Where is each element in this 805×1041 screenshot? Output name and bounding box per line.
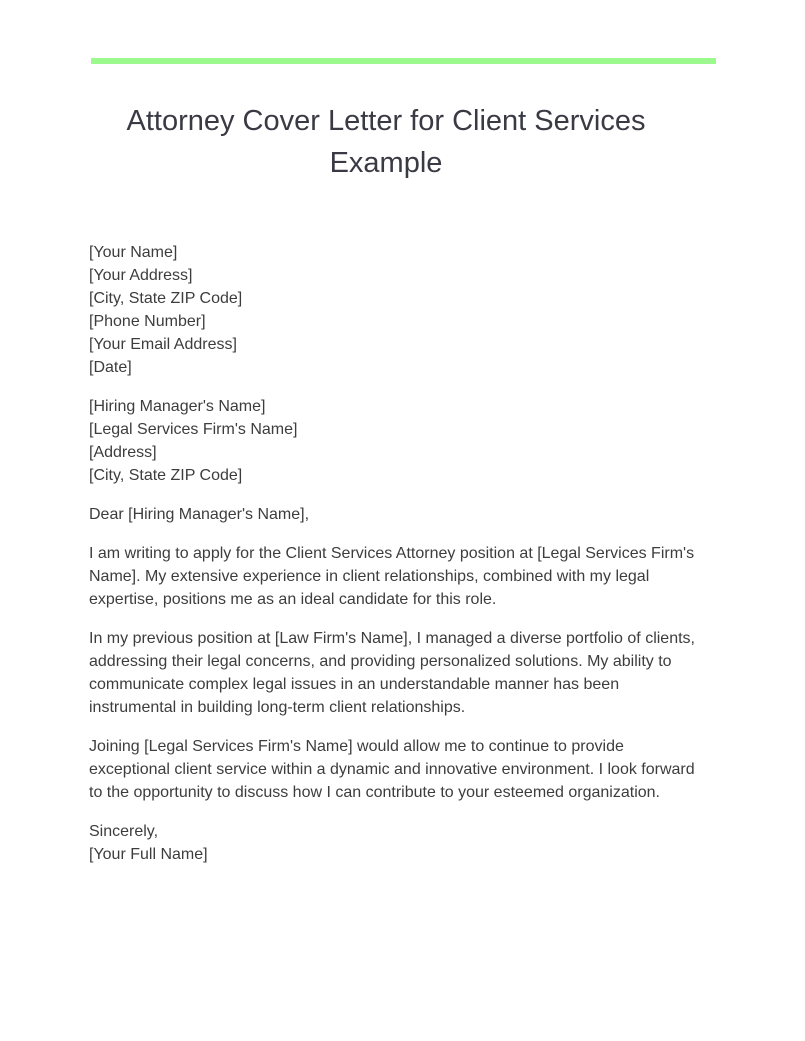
sender-city-state-zip: [City, State ZIP Code] [89,290,243,307]
sender-name: [Your Name] [89,244,178,261]
recipient-name: [Hiring Manager's Name] [89,398,266,415]
letter-date: [Date] [89,359,132,376]
cover-letter-body [89,241,709,882]
sender-phone: [Phone Number] [89,313,206,330]
sender-address: [Your Address] [89,267,193,284]
closing-block [89,820,709,866]
body-paragraph-1: I am writing to apply for the Client Services Attorney position at [Legal Services Firm's Name]. My extensive experience in client relationships, combined with my legal expertise, positions me as an ideal candidate for this role. [89,545,695,608]
sender-block [89,241,709,379]
recipient-block [89,395,709,487]
body-paragraph-2: In my previous position at [Law Firm's Name], I managed a diverse portfolio of clients, addressing their legal concerns, and providing personalized solutions. My ability to communicate complex legal issues in an understandable manner has been instrumental in building long-term client relationships. [89,630,695,716]
recipient-city-state-zip: [City, State ZIP Code] [89,467,243,484]
document-title: Attorney Cover Letter for Client Services Example [126,105,646,179]
sender-email: [Your Email Address] [89,336,237,353]
body-paragraph-3: Joining [Legal Services Firm's Name] would allow me to continue to provide exceptional client service within a dynamic and innovative environment. I look forward to the opportunity to discuss how I can contribute to your esteemed organization. [89,738,695,801]
signature: [Your Full Name] [89,846,208,863]
closing: Sincerely, [89,823,159,840]
recipient-firm: [Legal Services Firm's Name] [89,421,298,438]
recipient-address: [Address] [89,444,157,461]
header-accent-bar [91,58,716,64]
salutation: Dear [Hiring Manager's Name], [89,506,310,523]
